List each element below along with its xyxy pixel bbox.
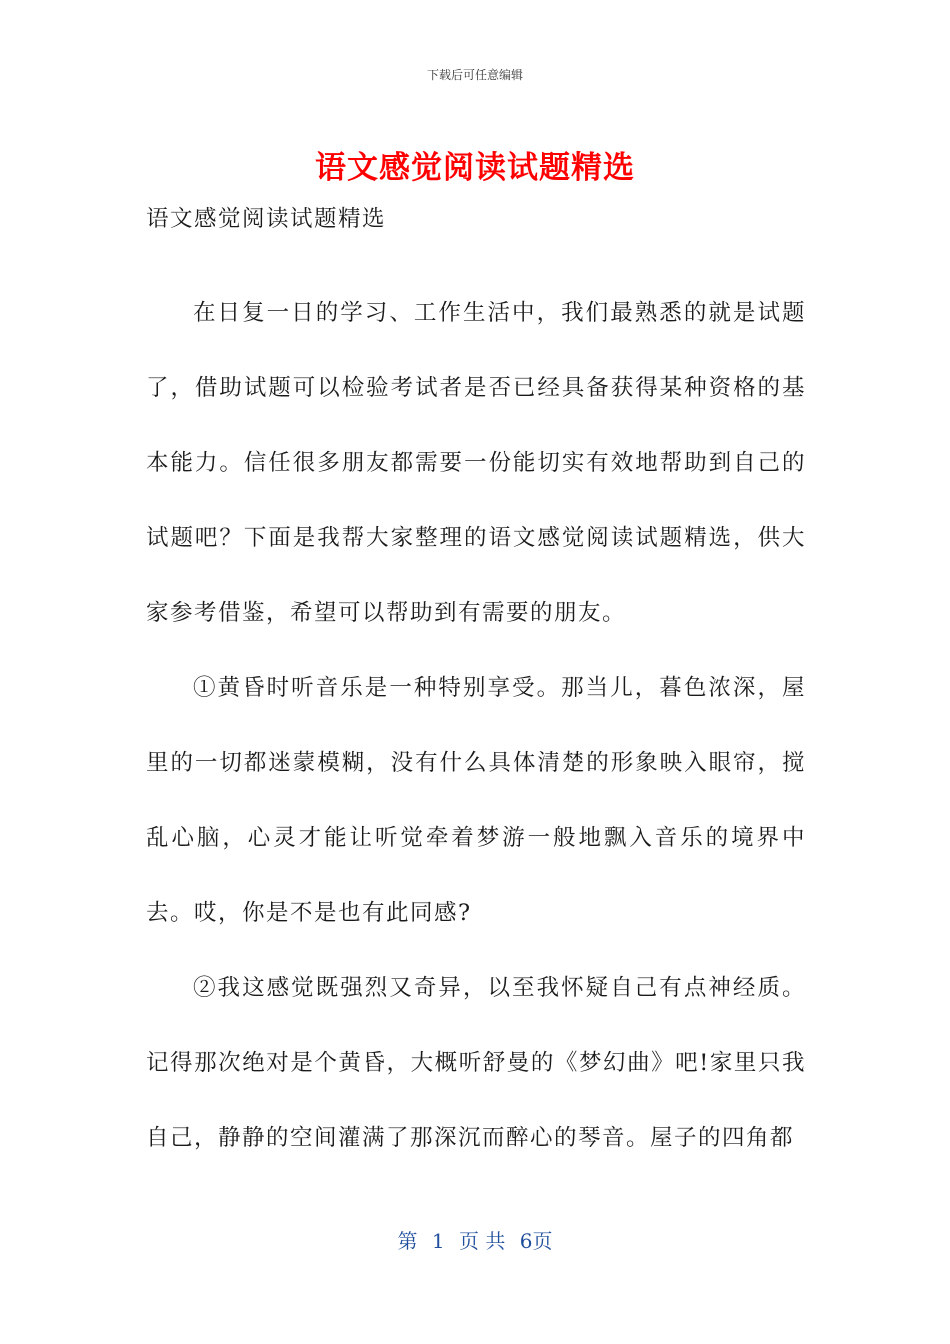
document-body bbox=[146, 198, 806, 1176]
footer-current-page: 1 bbox=[431, 1229, 445, 1253]
header-note: 下载后可任意编辑 bbox=[426, 68, 523, 82]
passage-paragraph-2: ②我这感觉既强烈又奇异，以至我怀疑自己有点神经质。记得那次绝对是个黄昏，大概听舒曼的《梦幻曲》吧!家里只我自己，静静的空间灌满了那深沉而醉心的琴音。屋子的四角都 bbox=[146, 975, 806, 1151]
document-title: 语文感觉阅读试题精选 bbox=[315, 150, 635, 186]
footer-page-label: 第 bbox=[397, 1229, 418, 1253]
document-subtitle: 语文感觉阅读试题精选 bbox=[146, 206, 387, 232]
passage-paragraph-1: ①黄昏时听音乐是一种特别享受。那当儿，暮色浓深，屋里的一切都迷蒙模糊，没有什么具体清楚的形象映入眼帘，搅乱心脑，心灵才能让听觉牵着梦游一般地飘入音乐的境界中去。哎，你是不是也有此同感? bbox=[146, 675, 806, 926]
footer-of-label: 页 共 bbox=[459, 1229, 506, 1253]
footer-total-pages: 6页 bbox=[519, 1229, 553, 1253]
page-footer bbox=[0, 1225, 950, 1254]
intro-paragraph: 在日复一日的学习、工作生活中，我们最熟悉的就是试题了，借助试题可以检验考试者是否已经具备获得某种资格的基本能力。信任很多朋友都需要一份能切实有效地帮助到自己的试题吧？下面是我帮大家整理的语文感觉阅读试题精选，供大家参考借鉴，希望可以帮助到有需要的朋友。 bbox=[146, 300, 806, 626]
